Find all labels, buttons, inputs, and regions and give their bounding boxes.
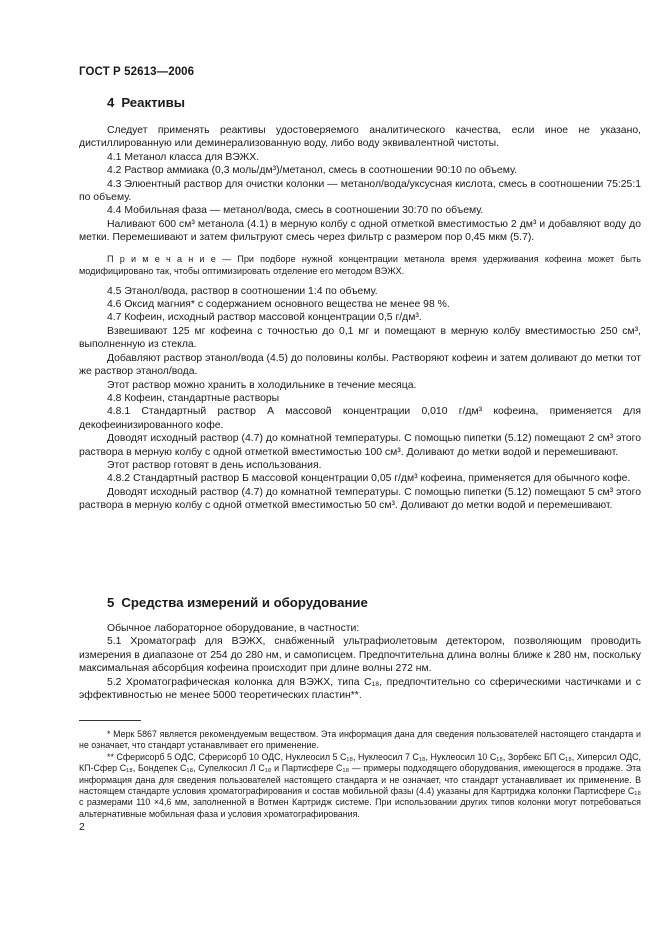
item-4-6: 4.6 Оксид магния* с содержанием основного вещества не менее 98 %. (107, 299, 450, 311)
section-4-title: Реактивы (121, 95, 186, 110)
section-5-intro: Обычное лабораторное оборудование, в частности: (107, 623, 360, 634)
section-5-body (79, 622, 641, 702)
item-4-8-2-procedure: Доводят исходный раствор (4.7) до комнатной температуры. С помощью пипетки (5.12) помещают 5 см³ этого раствора в мерную колбу с одной отметкой вместимостью 50 см³. Доливают до метки водой и перемешивают. (79, 486, 641, 512)
item-4-7-weigh: Взвешивают 125 мг кофеина с точностью до 0,1 мг и помещают в мерную колбу вместимостью 250 см³, выполненную из стекла. (79, 325, 641, 351)
section-4-heading (79, 95, 641, 110)
item-5-1: 5.1 Хроматограф для ВЭЖХ, снабженный ультрафиолетовым детектором, позволяющим проводить измерения в диапазоне от 254 до 280 нм, и самописцем. Предпочтительна длина волны ближе к 280 нм, поскольку максимальная абсорбция кофеина происходит при длине волны 272 нм. (79, 636, 641, 675)
document-header: ГОСТ Р 52613—2006 (79, 66, 195, 78)
note-label: П р и м е ч а н и е (107, 253, 216, 264)
section-5-heading (79, 595, 641, 610)
item-4-3: 4.3 Элюентный раствор для очистки колонки — метанол/вода/уксусная кислота, смесь в соотношении 75:25:1 по объему. (79, 178, 641, 204)
item-5-2: 5.2 Хроматографическая колонка для ВЭЖХ, типа C₁₈, предпочтительно со сферическими частичками и с эффективностью не менее 5000 теоретических пластин**. (79, 676, 641, 702)
item-4-1: 4.1 Метанол класса для ВЭЖХ. (107, 151, 260, 163)
item-4-8-1-note: Этот раствор готовят в день использования. (107, 459, 322, 471)
item-4-5: 4.5 Этанол/вода, раствор в соотношении 1:4 по объему. (107, 285, 378, 297)
item-4-7-store: Этот раствор можно хранить в холодильнике в течение месяца. (107, 379, 417, 391)
section-5-title: Средства измерений и оборудование (121, 595, 368, 610)
footnote-1: * Мерк 5867 является рекомендуемым веществом. Эта информация дана для сведения пользователей настоящего стандарта и не означает, что стандарт устанавливает его применение. (79, 729, 641, 751)
section-5-number: 5 (107, 595, 115, 610)
footnote-2: ** Сферисорб 5 ОДС, Сферисорб 10 ОДС, Нуклеосил 5 C₁₈, Нуклеосил 7 C₁₈, Нуклеосил 10 C₁₈, Зорбекс БП C₁₈, Хиперсил ОДС, КП-Сфер C₁₈, Бондепек C₁₈, Супелкосил Л C₁₈ и Партисфере C₁₈ — примеры подходящего оборудования, имеющегося в продаже. Эта информация дана для сведения пользователей настоящего стандарта и не означает, что стандарт устанавливает их применение. В настоящем стандарте условия хроматографирования и состав мобильной фазы (4.4) указаны для Картриджа колонки Партисфере C₁₈ с размерами 110 ×4,6 мм, заполненной в Вотмен Картридж системе. При использовании других типов колонки могут потребоваться альтернативные мобильная фаза и условия хроматографирования. (79, 751, 641, 819)
item-4-7-add: Добавляют раствор этанол/вода (4.5) до половины колбы. Растворяют кофеин и затем доливают до метки тот же раствор этанол/вода. (79, 352, 641, 378)
section-4-number: 4 (107, 95, 115, 110)
item-4-4: 4.4 Мобильная фаза — метанол/вода, смесь в соотношении 30:70 по объему. (107, 205, 484, 217)
item-4-8-2: 4.8.2 Стандартный раствор Б массовой концентрации 0,05 г/дм³ кофеина, применяется для обычного кофе. (107, 473, 631, 485)
item-4-4-text: Наливают 600 см³ метанола (4.1) в мерную колбу с одной отметкой вместимостью 2 дм³ и добавляют воду до метки. Перемешивают и затем фильтруют смесь через фильтр с размером пор 0,45 мкм (5.7). (79, 218, 641, 244)
section-4-body (79, 124, 641, 513)
footnote-divider (79, 720, 141, 721)
footnotes (79, 729, 641, 820)
section-4-intro: Следует применять реактивы удостоверяемого аналитического качества, если иное не указано, дистиллированную или деминерализованную воду, либо воду эквивалентной чистоты. (79, 125, 641, 150)
item-4-7: 4.7 Кофеин, исходный раствор массовой концентрации 0,5 г/дм³. (107, 312, 422, 324)
item-4-8-1: 4.8.1 Стандартный раствор А массовой концентрации 0,010 г/дм³ кофеина, применяется для декофеинизированного кофе. (79, 406, 641, 431)
note-text: — При подборе нужной концентрации метанола время удерживания кофеина может быть модифицировано так, чтобы оптимизировать отделение его методом ВЭЖХ. (79, 253, 641, 276)
item-4-8-1-procedure: Доводят исходный раствор (4.7) до комнатной температуры. С помощью пипетки (5.12) помещают 2 см³ этого раствора в мерную колбу с одной отметкой вместимостью 100 см³. Доливают до метки водой и перемешивают. (79, 433, 641, 458)
item-4-2: 4.2 Раствор аммиака (0,3 моль/дм³)/метанол, смесь в соотношении 90:10 по объему. (107, 165, 517, 177)
item-4-8: 4.8 Кофеин, стандартные растворы (107, 392, 280, 404)
note (79, 253, 641, 277)
page-number: 2 (79, 822, 85, 833)
